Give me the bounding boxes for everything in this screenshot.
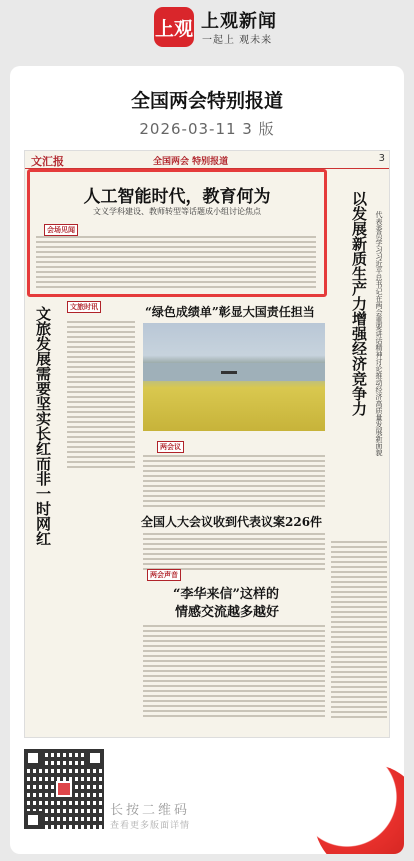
share-card	[10, 66, 404, 854]
qr-finder	[86, 749, 104, 767]
qr-finder	[24, 749, 42, 767]
page-date: 2026-03-11 3 版	[139, 120, 275, 138]
lead-headline: 人工智能时代，教育何为	[83, 187, 271, 207]
section-label: 全国两会 特别报道	[153, 157, 229, 167]
middle-body-text	[143, 455, 325, 510]
landscape-photo	[143, 323, 325, 431]
qr-cta: 长按二维码	[110, 803, 191, 818]
motion-tag: 两会议	[157, 441, 184, 453]
letter-headline-line1: “李华来信”这样的	[173, 587, 279, 602]
qr-logo	[56, 781, 72, 797]
app-slogan: 一起上 观未来	[202, 35, 273, 46]
boat	[221, 371, 237, 374]
newspaper-page[interactable]	[24, 150, 390, 738]
motion-body-text	[143, 533, 325, 573]
qr-finder	[24, 811, 42, 829]
qr-code[interactable]	[24, 749, 104, 829]
letter-tag: 两会声音	[147, 569, 181, 581]
lead-tag: 会场见闻	[44, 224, 78, 236]
letter-headline-line2: 情感交流越多越好	[175, 605, 280, 620]
page-number: 3	[378, 153, 385, 164]
app-logo: 上观	[154, 7, 194, 47]
lead-body-text	[36, 236, 316, 291]
masthead	[25, 151, 390, 169]
left-tag: 文旅时讯	[67, 301, 101, 313]
middle-headline: “绿色成绩单”彰显大国责任担当	[145, 305, 315, 319]
letter-body-text	[143, 625, 325, 720]
page-title: 全国两会特别报道	[130, 90, 283, 112]
right-subheadline: 代表委员学习习近平总书记在两会重要讲话精神讨论推动经济高质量发展新面貌	[375, 211, 383, 456]
motion-headline: 全国人大会议收到代表议案226件	[141, 515, 323, 529]
right-headline: 以发展新质生产力增强经济竞争力	[350, 191, 368, 416]
page-curl-decoration	[314, 764, 404, 854]
app-header	[0, 0, 414, 62]
left-body-text	[67, 321, 135, 471]
lead-subheadline: 文义学科建设、教师转型等话题成小组讨论焦点	[93, 207, 261, 216]
right-body-text	[331, 541, 387, 721]
app-name: 上观新闻	[201, 11, 277, 32]
highlighted-article[interactable]	[27, 169, 327, 297]
paper-name: 文汇报	[31, 155, 64, 168]
left-headline: 文旅发展需要坚实长红而非一时网红	[34, 306, 52, 546]
qr-cta-sub: 查看更多版面详情	[110, 821, 191, 831]
